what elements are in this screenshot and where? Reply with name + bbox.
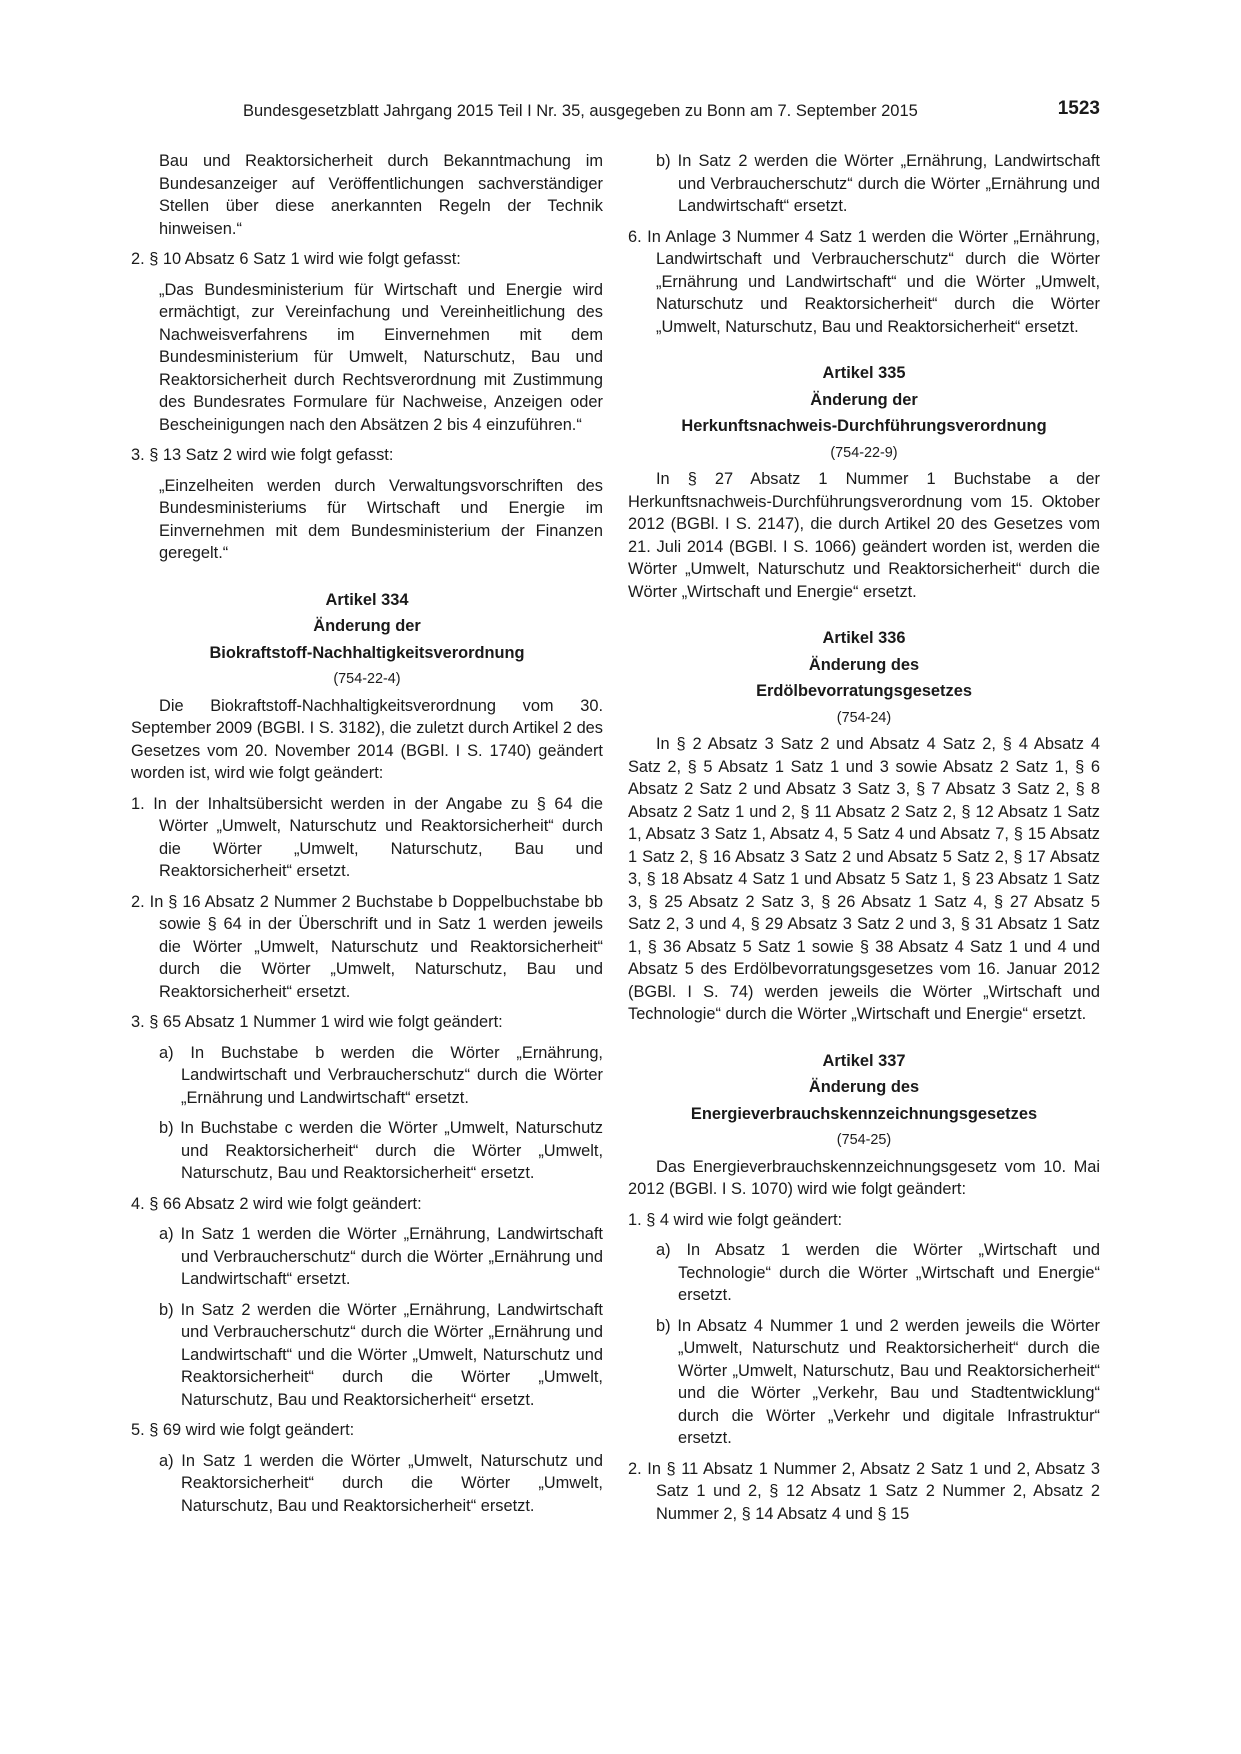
list-item: 1. § 4 wird wie folgt geändert: <box>628 1210 843 1229</box>
list-item: 5. § 69 wird wie folgt geändert: <box>131 1421 355 1439</box>
quoted-text: „Das Bundesministerium für Wirtschaft und Energie wird ermächtigt, zur Vereinfachung und Vereinheitlichung des Nachweisverfahrens im Einvernehmen mit dem Bundesministerium für Umwelt, Naturschutz, Bau und Reaktorsicherheit durch Rechtsverordnung mit Zustimmung des Bundesrates Formulare für Nachweise, Anzeigen oder Bescheinigungen nach den Absätzen 2 bis 4 einzuführen.“ <box>159 280 603 434</box>
article-title-line: Änderung der <box>313 617 421 635</box>
article-title-line: Energieverbrauchskennzeichnungsgesetzes <box>690 1104 1038 1123</box>
article-code: (754-25) <box>836 1132 892 1148</box>
article-code: (754-22-4) <box>333 671 401 687</box>
list-item: 6. In Anlage 3 Nummer 4 Satz 1 werden die Wörter „Ernährung, Landwirtschaft und Verbraucherschutz“ durch die Wörter „Ernährung und Landwirtschaft“ und die Wörter „Umwelt, Naturschutz und Reaktorsicherheit“ durch die Wörter „Umwelt, Naturschutz, Bau und Reaktorsicherheit“ ersetzt. <box>628 227 1100 336</box>
list-item: 2. § 10 Absatz 6 Satz 1 wird wie folgt gefasst: <box>131 250 461 268</box>
page-number: 1523 <box>1057 98 1100 119</box>
article-title-line: Änderung des <box>808 1078 920 1096</box>
article-number: Artikel 337 <box>822 1051 906 1070</box>
article-code: (754-24) <box>836 709 892 726</box>
sub-list-item: b) In Satz 2 werden die Wörter „Ernährung, Landwirtschaft und Verbraucherschutz“ durch die Wörter „Ernährung und Landwirtschaft“ und die Wörter „Umwelt, Naturschutz und Reaktorsicherheit“ durch die Wörter „Umwelt, Naturschutz, Bau und Reaktorsicherheit“ ersetzt. <box>159 1300 603 1409</box>
article-title-line: Biokraftstoff-Nachhaltigkeitsverordnung <box>209 643 525 662</box>
article-number: Artikel 336 <box>822 629 906 647</box>
article-title-line: Erdölbevorratungsgesetzes <box>756 682 972 700</box>
article-title-line: Herkunftsnachweis-Durchführungsverordnung <box>681 417 1047 435</box>
article-body: In § 2 Absatz 3 Satz 2 und Absatz 4 Satz 2, § 4 Absatz 4 Satz 2, § 5 Absatz 1 Satz 1 und 3 sowie Absatz 2 Satz 1, § 6 Absatz 2 Satz 2 und Absatz 3 Satz 3, § 7 Absatz 3 Satz 2, § 8 Absatz 2 Satz 1 und 2, § 11 Absatz 2 Satz 2, § 12 Absatz 1 Satz 1, Absatz 3 Satz 1, Absatz 4, 5 Satz 4 und Absatz 7, § 15 Absatz 1 Satz 2, § 16 Absatz 3 Satz 2 und Absatz 5 Satz 2, § 17 Absatz 3, § 18 Absatz 4 Satz 1 und Absatz 5 Satz 1, § 23 Absatz 1 Satz 3, § 25 Absatz 2 Satz 3, § 26 Absatz 1 Satz 4, § 27 Absatz 5 Satz 2, 3 und 4, § 29 Absatz 3 Satz 2 und 3, § 31 Absatz 1 Satz 1, § 36 Absatz 5 Satz 1 sowie § 38 Absatz 4 Satz 1 und 4 und Absatz 5 des Erdölbevorratungsgesetzes vom 16. Januar 2012 (BGBl. I S. 74) werden jeweils die Wörter „Wirtschaft und Technologie“ durch die Wörter „Wirtschaft und Energie“ ersetzt. <box>628 735 1100 1023</box>
article-body: In § 27 Absatz 1 Nummer 1 Buchstabe a der Herkunftsnachweis-Durchführungsverordnung vom 15. Oktober 2012 (BGBl. I S. 2147), die durch Artikel 20 des Gesetzes vom 21. Juli 2014 (BGBl. I S. 1066) geändert worden ist, werden die Wörter „Umwelt, Naturschutz und Reaktorsicherheit“ durch die Wörter „Wirtschaft und Energie“ ersetzt. <box>628 470 1100 601</box>
sub-list-item: a) In Absatz 1 werden die Wörter „Wirtschaft und Technologie“ durch die Wörter „Wirtschaft und Energie“ ersetzt. <box>656 1241 1100 1304</box>
article-number: Artikel 334 <box>325 590 409 609</box>
article-code: (754-22-9) <box>830 444 898 461</box>
sub-list-item: a) In Satz 1 werden die Wörter „Umwelt, Naturschutz und Reaktorsicherheit“ durch die Wörter „Umwelt, Naturschutz, Bau und Reaktorsicherheit“ ersetzt. <box>159 1451 603 1515</box>
quoted-text: „Einzelheiten werden durch Verwaltungsvorschriften des Bundesministeriums für Wirtschaft und Energie im Einvernehmen mit dem Bundesministerium der Finanzen geregelt.“ <box>159 476 603 562</box>
list-item: 2. In § 11 Absatz 1 Nummer 2, Absatz 2 Satz 1 und 2, Absatz 3 Satz 1 und 2, § 12 Absatz 1 Satz 2 Nummer 2, Absatz 2 Nummer 2, § 14 Absatz 4 und § 15 <box>628 1459 1100 1523</box>
list-item: 4. § 66 Absatz 2 wird wie folgt geändert: <box>131 1194 422 1213</box>
article-title-line: Änderung der <box>810 390 918 409</box>
sub-list-item: b) In Satz 2 werden die Wörter „Ernährung, Landwirtschaft und Verbraucherschutz“ durch die Wörter „Ernährung und Landwirtschaft“ ersetzt. <box>656 152 1100 215</box>
list-item: 3. § 13 Satz 2 wird wie folgt gefasst: <box>131 446 394 464</box>
continued-text: Bau und Reaktorsicherheit durch Bekanntmachung im Bundesanzeiger auf Veröffentlichungen sachverständiger Stellen über diese anerkannten Regeln der Technik hinweisen.“ <box>159 152 603 238</box>
right-column <box>628 150 1100 1533</box>
page-header <box>243 98 1100 130</box>
sub-list-item: b) In Buchstabe c werden die Wörter „Umwelt, Naturschutz und Reaktorsicherheit“ durch die Wörter „Umwelt, Naturschutz, Bau und Reaktorsicherheit“ ersetzt. <box>159 1119 603 1182</box>
article-intro: Die Biokraftstoff-Nachhaltigkeitsverordnung vom 30. September 2009 (BGBl. I S. 3182), die zuletzt durch Artikel 2 des Gesetzes vom 20. November 2014 (BGBl. I S. 1740) geändert worden ist, wird wie folgt geändert: <box>131 696 603 782</box>
article-intro: Das Energieverbrauchskennzeichnungsgesetz vom 10. Mai 2012 (BGBl. I S. 1070) wird wie folgt geändert: <box>628 1157 1100 1198</box>
article-number: Artikel 335 <box>822 364 906 382</box>
sub-list-item: a) In Buchstabe b werden die Wörter „Ernährung, Landwirtschaft und Verbraucherschutz“ durch die Wörter „Ernährung und Landwirtschaft“ ersetzt. <box>159 1043 603 1107</box>
article-title-line: Änderung des <box>808 655 920 674</box>
list-item: 2. In § 16 Absatz 2 Nummer 2 Buchstabe b Doppelbuchstabe bb sowie § 64 in der Überschrift und in Satz 1 werden jeweils die Wörter „Umwelt, Naturschutz und Reaktorsicherheit“ durch die Wörter „Umwelt, Naturschutz, Bau und Reaktorsicherheit“ ersetzt. <box>131 892 603 1001</box>
running-title: Bundesgesetzblatt Jahrgang 2015 Teil I Nr. 35, ausgegeben zu Bonn am 7. September 2015 <box>243 102 918 120</box>
list-item: 1. In der Inhaltsübersicht werden in der Angabe zu § 64 die Wörter „Umwelt, Naturschutz und Reaktorsicherheit“ durch die Wörter „Umwelt, Naturschutz, Bau und Reaktorsicherheit“ ersetzt. <box>131 794 603 880</box>
sub-list-item: a) In Satz 1 werden die Wörter „Ernährung, Landwirtschaft und Verbraucherschutz“ durch die Wörter „Ernährung und Landwirtschaft“ ersetzt. <box>159 1225 603 1288</box>
sub-list-item: b) In Absatz 4 Nummer 1 und 2 werden jeweils die Wörter „Umwelt, Naturschutz und Reaktorsicherheit“ durch die Wörter „Umwelt, Naturschutz, Bau und Reaktorsicherheit“ und die Wörter „Verkehr, Bau und Stadtentwicklung“ durch die Wörter „Verkehr und digitale Infrastruktur“ ersetzt. <box>656 1316 1100 1447</box>
left-column <box>131 150 603 1525</box>
list-item: 3. § 65 Absatz 1 Nummer 1 wird wie folgt geändert: <box>131 1013 503 1031</box>
